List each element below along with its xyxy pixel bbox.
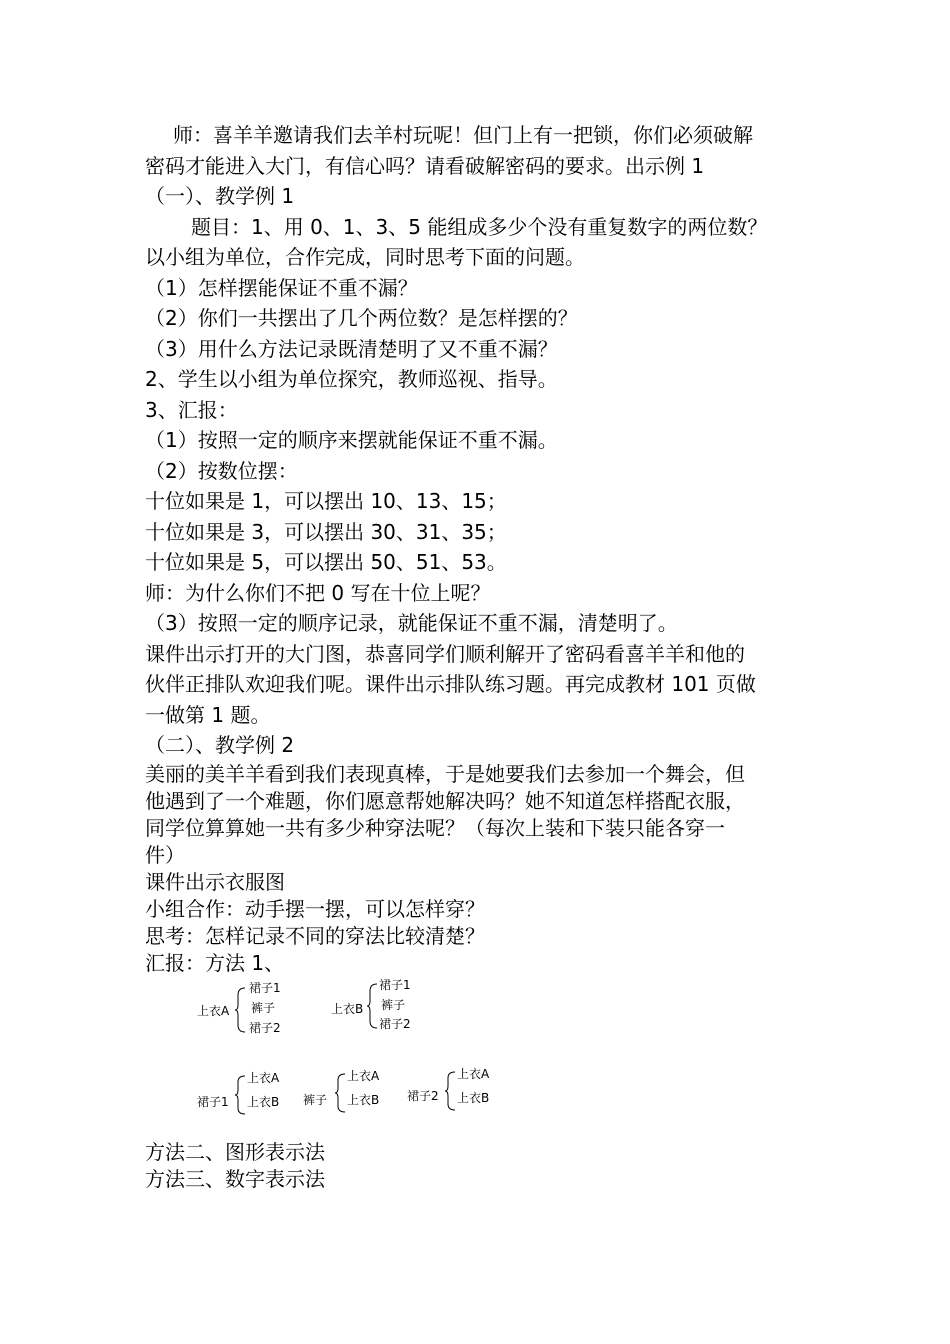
tail-line-3: 思考：怎样记录不同的穿法比较清楚？ (145, 923, 485, 948)
tree4-leaf-2: 上衣B (347, 1092, 380, 1107)
intro-line-2: 密码才能进入大门，有信心吗？请看破解密码的要求。出示例 1 (145, 153, 705, 178)
report-6: 师：为什么你们不把 0 写在十位上呢？ (145, 580, 491, 605)
step-2: 2、学生以小组为单位探究，教师巡视、指导。 (145, 367, 558, 391)
tree1-root: 上衣A (197, 1003, 230, 1018)
problem-line-1: 题目：1、用 0、1、3、5 能组成多少个没有重复数字的两位数？ (191, 214, 768, 239)
tail-line-2: 小组合作：动手摆一摆，可以怎样穿？ (145, 896, 485, 921)
tree4-brace-icon (335, 1073, 347, 1113)
section2-title: （二）、教学例 2 (145, 733, 295, 757)
tree5-root: 裙子2 (407, 1088, 439, 1103)
tail-line-1: 课件出示衣服图 (145, 869, 285, 894)
tree4-leaf-1: 上衣A (347, 1068, 380, 1083)
tree2-leaf-2: 裤子 (381, 997, 406, 1012)
tree1-brace-icon (235, 987, 247, 1033)
tree3-root: 裙子1 (197, 1094, 229, 1109)
tree3-leaf-1: 上衣A (247, 1070, 280, 1085)
problem-line-2: 以小组为单位，合作完成，同时思考下面的问题。 (145, 245, 585, 269)
report-1: （1）按照一定的顺序来摆就能保证不重不漏。 (145, 428, 558, 452)
report-4: 十位如果是 3，可以摆出 30、31、35； (145, 519, 507, 544)
tree1-leaf-2: 裤子 (251, 1000, 276, 1015)
tree5-leaf-1: 上衣A (457, 1066, 490, 1081)
document-page (145, 120, 810, 1193)
question-2: （2）你们一共摆出了几个两位数？是怎样摆的？ (145, 306, 578, 330)
tree2-root: 上衣B (331, 1001, 364, 1016)
courseware-line-2: 伙伴正排队欢迎我们呢。课件出示排队练习题。再完成教材 101 页做 (145, 672, 756, 696)
tree4-root: 裤子 (303, 1092, 328, 1107)
question-1: （1）怎样摆能保证不重不漏？ (145, 275, 418, 300)
tree3-leaf-2: 上衣B (247, 1094, 280, 1109)
example2-line-3: 同学位算算她一共有多少种穿法呢？（每次上装和下装只能各穿一 (145, 815, 725, 840)
tree1-leaf-3: 裙子2 (249, 1020, 281, 1035)
tree-diagram-row-2 (145, 1066, 810, 1139)
tree2-brace-icon (367, 983, 379, 1029)
question-3: （3）用什么方法记录既清楚明了又不重不漏？ (145, 336, 558, 361)
step-3: 3、汇报： (145, 397, 238, 422)
tree5-brace-icon (445, 1071, 457, 1111)
example2-line-1: 美丽的美羊羊看到我们表现真棒，于是她要我们去参加一个舞会，但 (145, 761, 745, 786)
intro-line-1: 师：喜羊羊邀请我们去羊村玩呢！但门上有一把锁，你们必须破解 (173, 123, 753, 147)
report-3: 十位如果是 1，可以摆出 10、13、15； (145, 489, 507, 513)
tree2-leaf-3: 裙子2 (379, 1016, 411, 1031)
tree3-brace-icon (235, 1075, 247, 1115)
tree1-leaf-1: 裙子1 (249, 980, 281, 995)
courseware-line-3: 一做第 1 题。 (145, 702, 271, 727)
tree-diagram-row-1 (145, 977, 810, 1061)
report-7: （3）按照一定的顺序记录，就能保证不重不漏，清楚明了。 (145, 611, 678, 635)
tree5-leaf-2: 上衣B (457, 1090, 490, 1105)
tail-line-4: 汇报：方法 1、 (145, 950, 285, 975)
method-2: 方法二、图形表示法 (145, 1139, 325, 1164)
example2-line-2: 他遇到了一个难题，你们愿意帮她解决吗？她不知道怎样搭配衣服， (145, 788, 745, 813)
tree2-leaf-1: 裙子1 (379, 977, 411, 992)
section1-title: （一）、教学例 1 (145, 184, 295, 208)
report-5: 十位如果是 5，可以摆出 50、51、53。 (145, 550, 507, 574)
example2-line-4: 件） (145, 842, 185, 867)
method-3: 方法三、数字表示法 (145, 1166, 325, 1191)
courseware-line-1: 课件出示打开的大门图，恭喜同学们顺利解开了密码看喜羊羊和他的 (145, 641, 745, 666)
report-2: （2）按数位摆： (145, 458, 298, 483)
